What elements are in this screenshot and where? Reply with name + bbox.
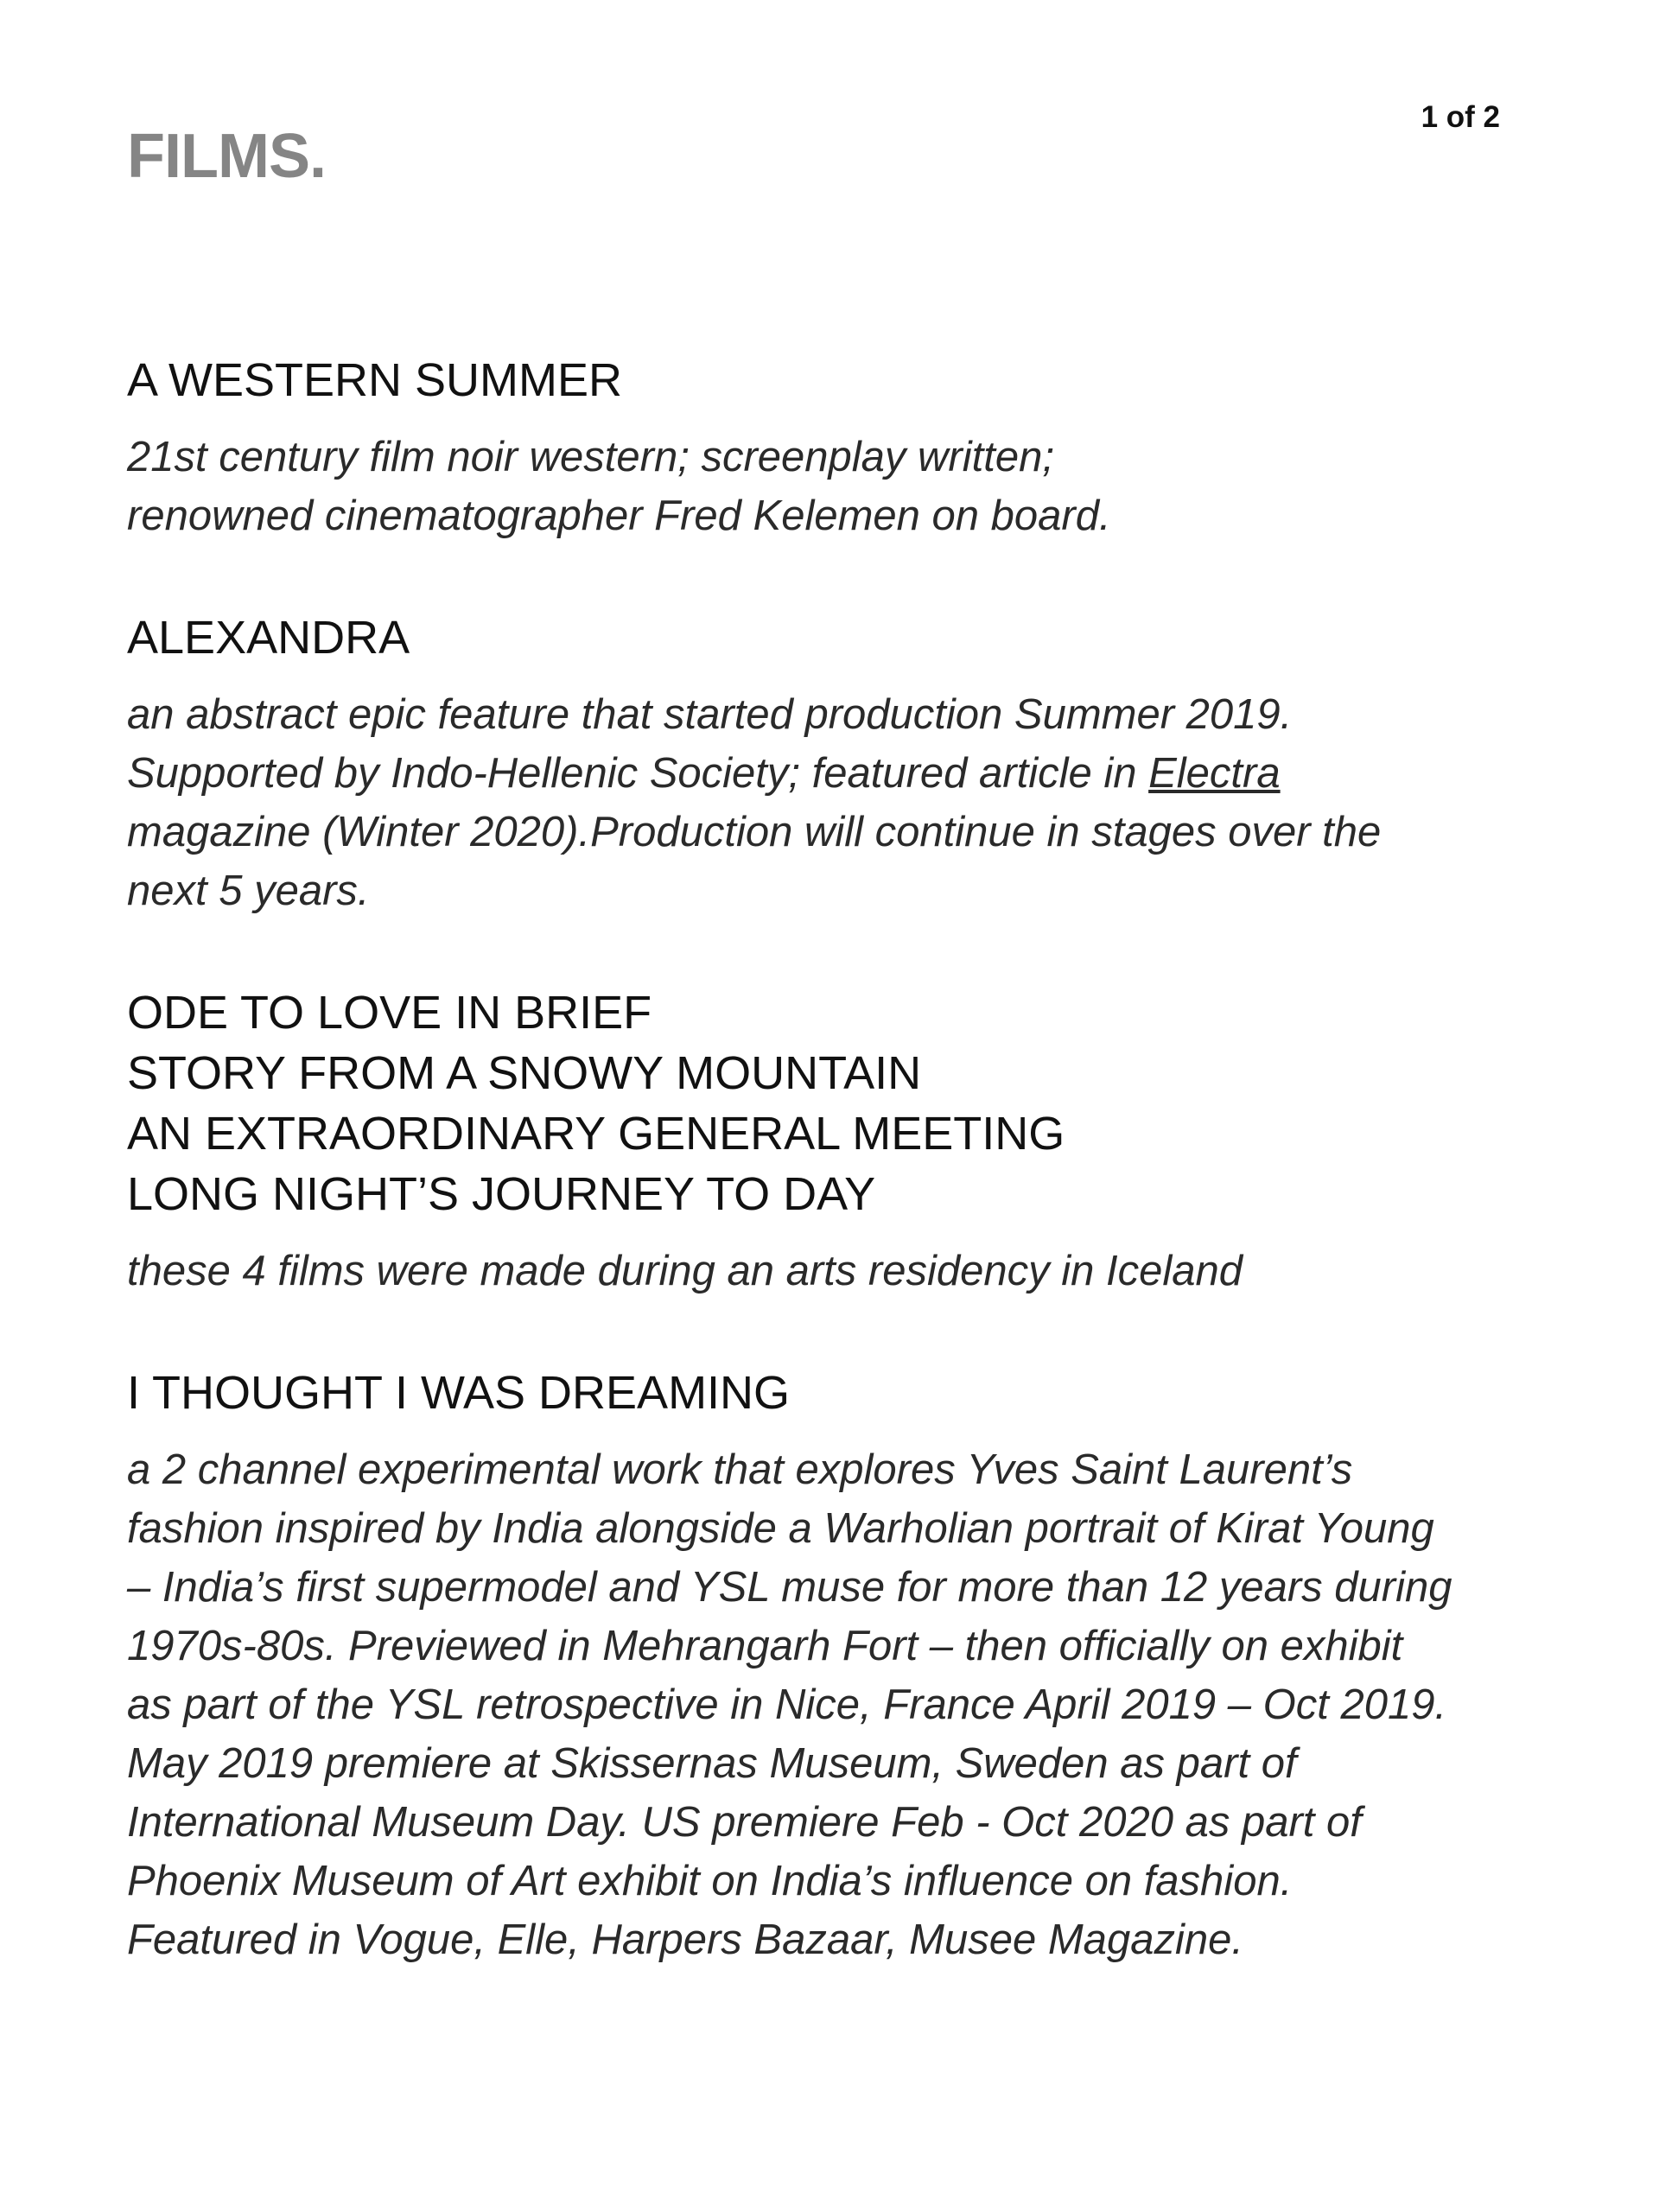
- description-line: Phoenix Museum of Art exhibit on India’s influence on fashion.: [127, 1858, 1293, 1904]
- film-list: [127, 350, 1579, 2031]
- film-description: [127, 685, 1579, 920]
- page-title: FILMS.: [127, 122, 326, 191]
- description-text: Supported by Indo-Hellenic Society; featured article in: [127, 750, 1149, 797]
- film-title: ALEXANDRA: [127, 612, 410, 664]
- description-line: as part of the YSL retrospective in Nice, France April 2019 – Oct 2019.: [127, 1681, 1447, 1728]
- film-titles: [127, 982, 1579, 1224]
- description-line: next 5 years.: [127, 868, 370, 914]
- film-title: A WESTERN SUMMER: [127, 354, 623, 406]
- description-line: 21st century film noir western; screenplay written;: [127, 434, 1054, 480]
- film-description: [127, 1242, 1579, 1300]
- film-title: STORY FROM A SNOWY MOUNTAIN: [127, 1047, 922, 1099]
- film-description: [127, 428, 1579, 545]
- description-line: these 4 films were made during an arts residency in Iceland: [127, 1248, 1243, 1294]
- page-number: 1 of 2: [1421, 100, 1500, 134]
- film-title: I THOUGHT I WAS DREAMING: [127, 1367, 791, 1419]
- description-line: a 2 channel experimental work that explores Yves Saint Laurent’s: [127, 1446, 1353, 1493]
- film-entry: [127, 607, 1579, 920]
- description-line: Featured in Vogue, Elle, Harpers Bazaar, Musee Magazine.: [127, 1916, 1243, 1963]
- description-line: International Museum Day. US premiere Feb - Oct 2020 as part of: [127, 1799, 1362, 1846]
- film-entry: [127, 982, 1579, 1300]
- film-titles: [127, 350, 1579, 410]
- film-titles: [127, 607, 1579, 668]
- description-line: May 2019 premiere at Skissernas Museum, Sweden as part of: [127, 1740, 1297, 1787]
- description-line: an abstract epic feature that started production Summer 2019.: [127, 691, 1293, 738]
- electra-magazine-title: Electra: [1148, 750, 1281, 797]
- description-line: – India’s first supermodel and YSL muse for more than 12 years during: [127, 1564, 1452, 1611]
- film-title: ODE TO LOVE IN BRIEF: [127, 987, 652, 1039]
- film-title: AN EXTRAORDINARY GENERAL MEETING: [127, 1108, 1065, 1160]
- film-titles: [127, 1363, 1579, 1423]
- description-line: [127, 744, 1579, 803]
- film-entry: [127, 1363, 1579, 1969]
- film-entry: [127, 350, 1579, 545]
- film-description: [127, 1440, 1579, 1969]
- description-line: renowned cinematographer Fred Kelemen on board.: [127, 493, 1111, 539]
- description-line: fashion inspired by India alongside a Warholian portrait of Kirat Young: [127, 1505, 1434, 1552]
- film-title: LONG NIGHT’S JOURNEY TO DAY: [127, 1168, 876, 1220]
- description-line: magazine (Winter 2020).Production will continue in stages over the: [127, 809, 1382, 855]
- description-line: 1970s-80s. Previewed in Mehrangarh Fort – then officially on exhibit: [127, 1623, 1403, 1669]
